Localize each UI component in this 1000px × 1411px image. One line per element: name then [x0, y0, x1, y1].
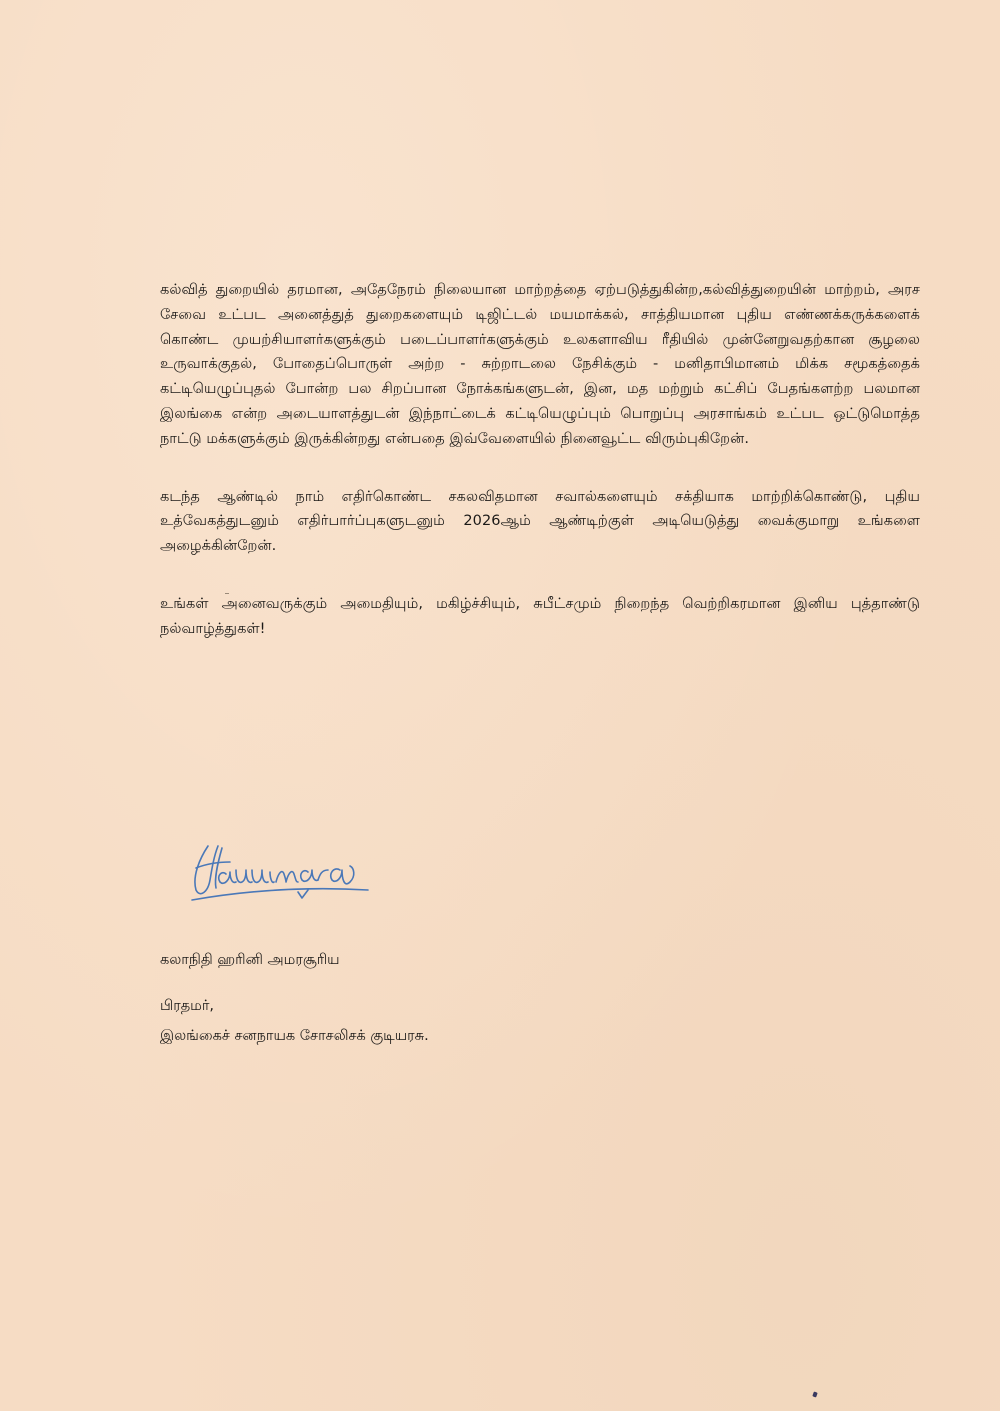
paragraph-new-year-call: கடந்த ஆண்டில் நாம் எதிர்கொண்ட சகலவிதமான சவால்களையும் சக்தியாக மாற்றிக்கொண்டு, புதிய உத்வேகத்துடனும் எதிர்பார்ப்புகளுடனும் 2026ஆம் ஆண்டிற்குள் அடியெடுத்து வைக்குமாறு உங்களை அழைக்கின்றேன். [160, 488, 920, 555]
signer-title: பிரதமர், [160, 998, 215, 1014]
signer-organization: இலங்கைச் சனநாயக சோசலிசக் குடியரசு. [160, 1028, 429, 1044]
paragraph-greetings: உங்கள் அனைவருக்கும் அமைதியும், மகிழ்ச்சியும், சுபீட்சமும் நிறைந்த வெற்றிகரமான இனிய புத்தாண்டு நல்வாழ்த்துகள்! [160, 595, 920, 637]
signer-name: கலாநிதி ஹரினி அமரசூரிய [160, 952, 340, 968]
stray-mark [225, 593, 229, 594]
handwritten-signature [178, 828, 378, 918]
paragraph-vision: கல்வித் துறையில் தரமான, அதேநேரம் நிலையான மாற்றத்தை ஏற்படுத்துகின்ற,கல்வித்துறையின் மாற்றம், அரச சேவை உட்பட அனைத்துத் துறைகளையும் டிஜிட்டல் மயமாக்கல், சாத்தியமான புதிய எண்ணக்கருக்களைக் கொண்ட முயற்சியாளர்களுக்கும் படைப்பாளர்களுக்கும் உலகளாவிய ரீதியில் முன்னேறுவதற்கான சூழலை உருவாக்குதல், போதைப்பொருள் அற்ற - சுற்றாடலை நேசிக்கும் - மனிதாபிமானம் மிக்க சமூகத்தைக் கட்டியெழுப்புதல் போன்ற பல சிறப்பான நோக்கங்களுடன், இன, மத மற்றும் கட்சிப் பேதங்களற்ற பலமான இலங்கை என்ற அடையாளத்துடன் இந்நாட்டைக் கட்டியெழுப்பும் பொறுப்பு அரசாங்கம் உட்பட ஒட்டுமொத்த நாட்டு மக்களுக்கும் இருக்கின்றது என்பதை இவ்வேளையில் நினைவூட்ட விரும்புகிறேன். [160, 282, 920, 447]
ink-speck [812, 1391, 817, 1397]
letter-body [160, 278, 920, 642]
